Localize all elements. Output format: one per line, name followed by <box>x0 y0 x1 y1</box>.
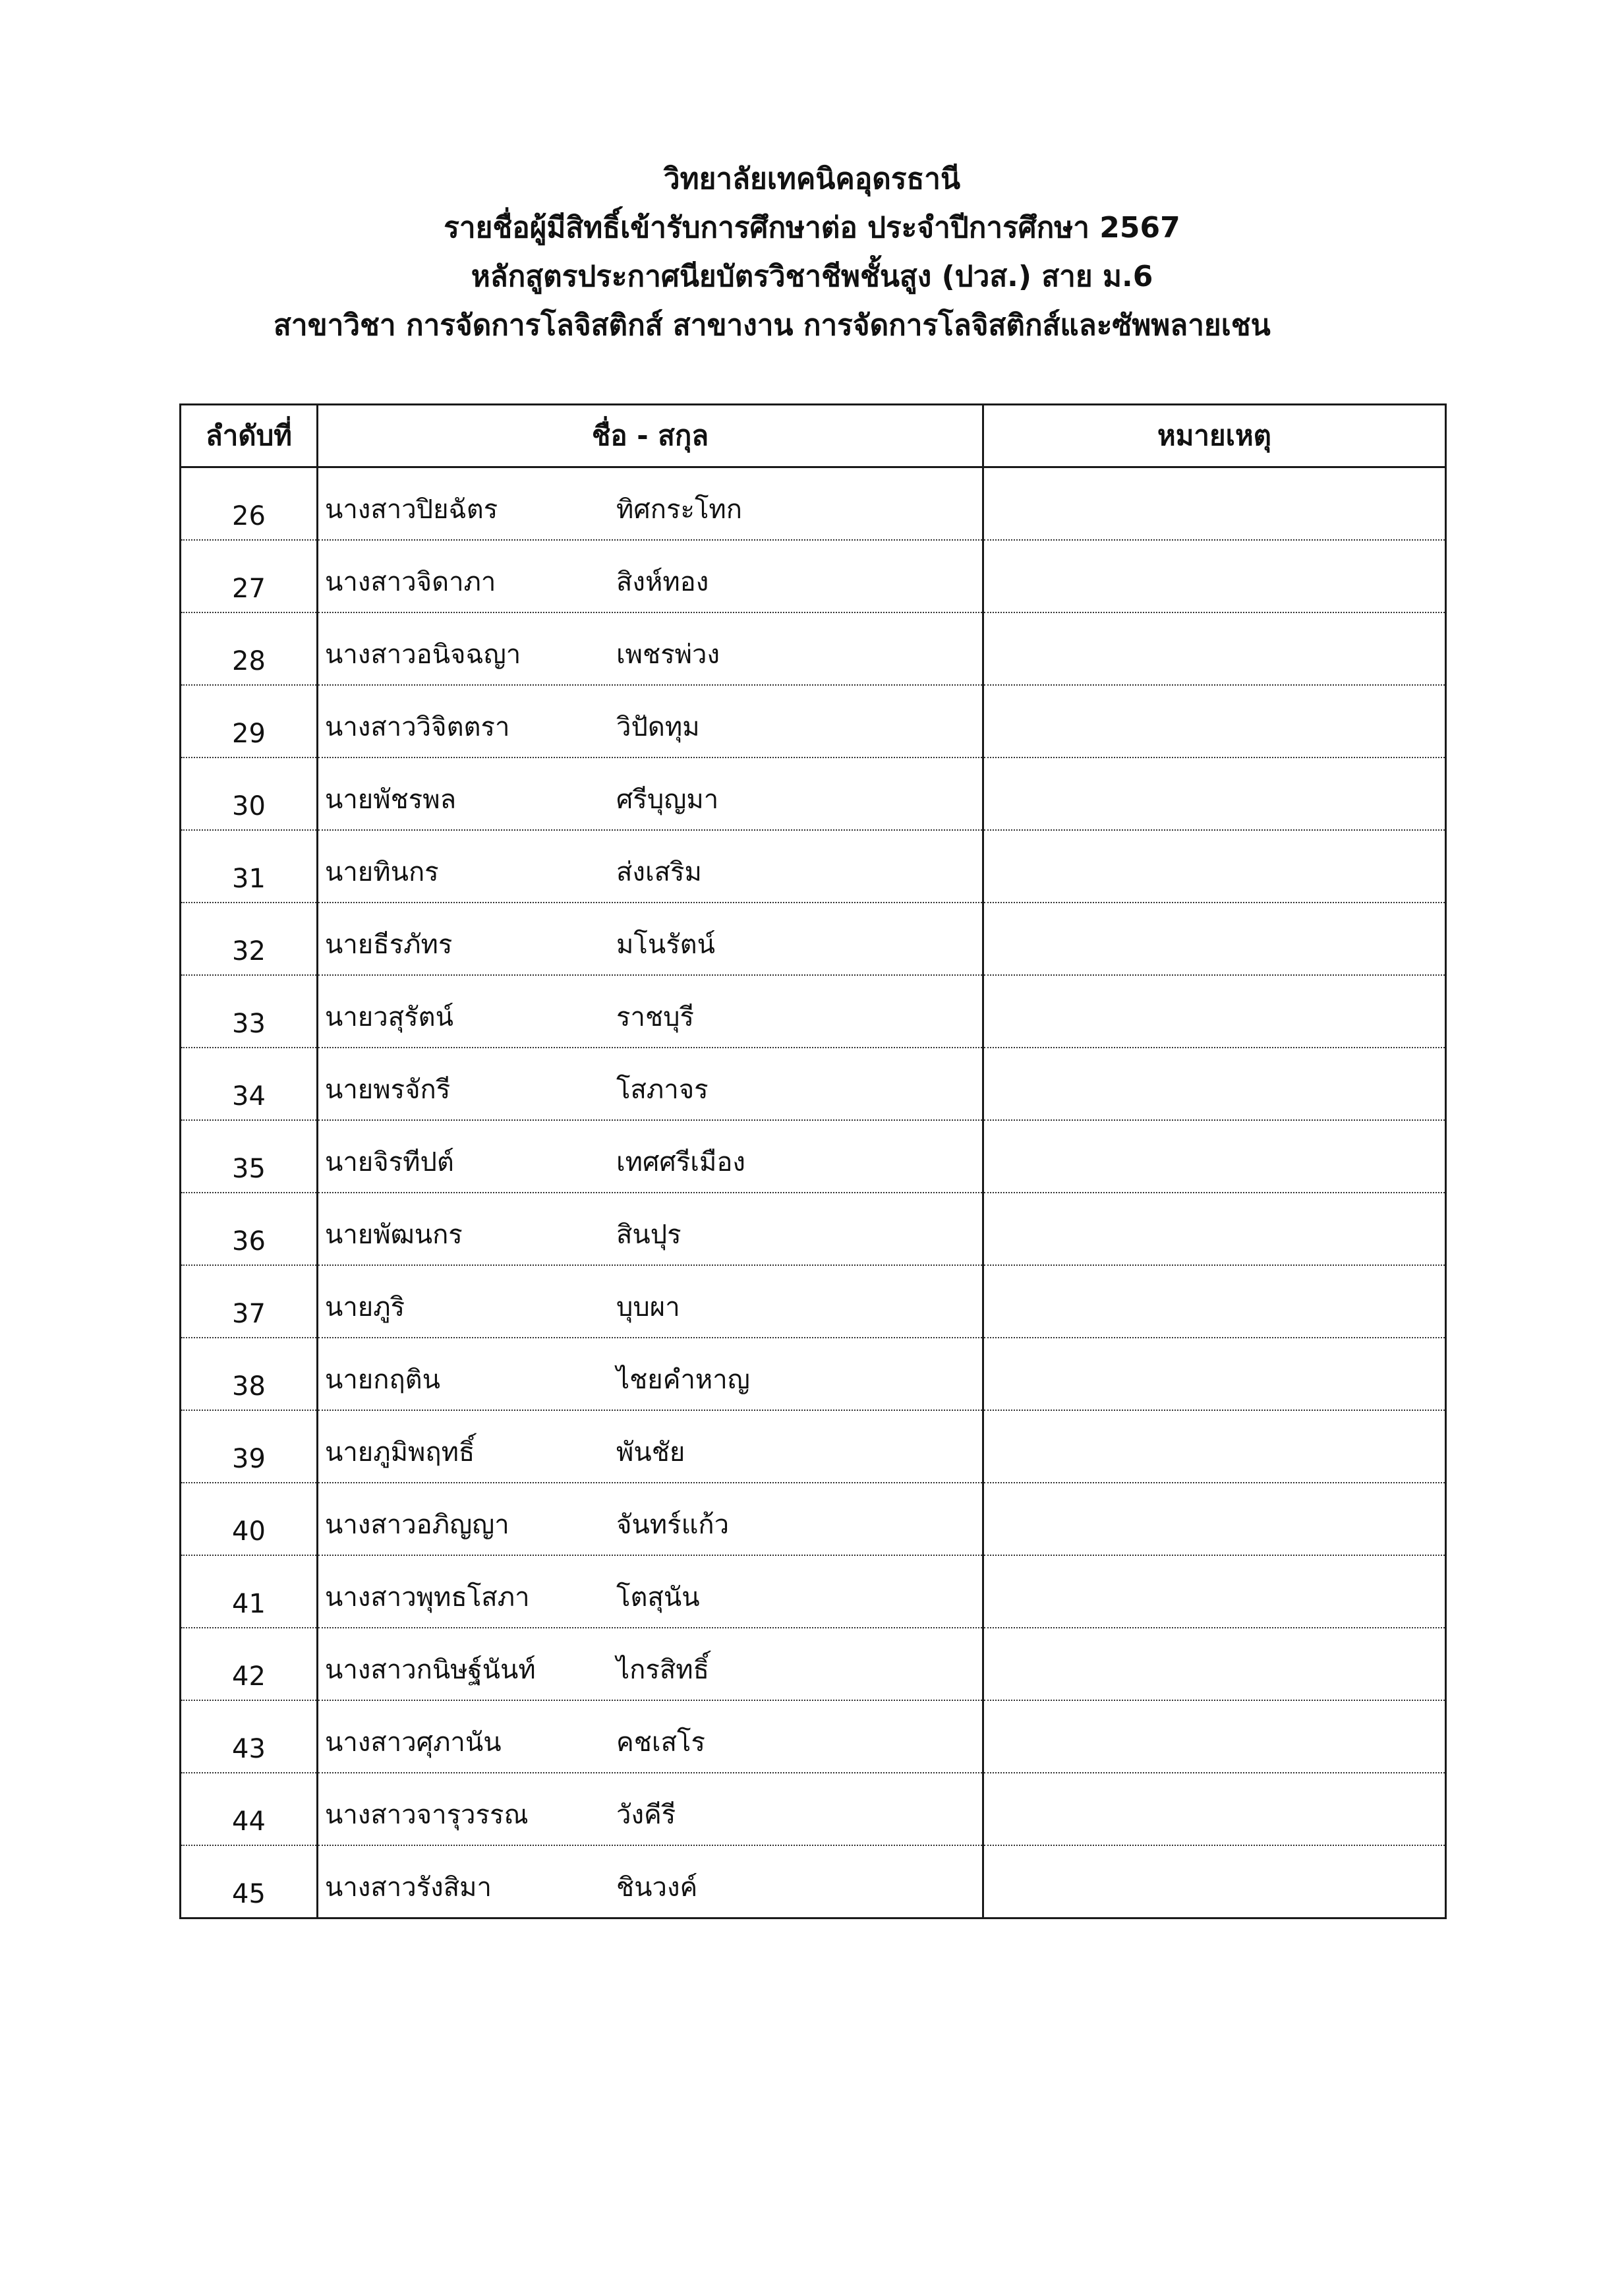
table-body <box>181 467 1446 1918</box>
table-header-row <box>181 405 1446 467</box>
row-number: 34 <box>181 1048 318 1120</box>
row-number: 38 <box>181 1338 318 1410</box>
row-full-name <box>318 1120 983 1193</box>
row-note <box>983 903 1446 975</box>
row-full-name <box>318 1048 983 1120</box>
first-name: นางสาวอนิจฉญา <box>325 639 521 670</box>
row-full-name <box>318 1193 983 1265</box>
row-number: 30 <box>181 758 318 830</box>
row-note <box>983 830 1446 903</box>
last-name: โสภาจร <box>616 1075 709 1105</box>
first-name: นางสาวกนิษฐ์นันท์ <box>325 1655 536 1685</box>
row-full-name <box>318 1265 983 1338</box>
last-name: สิงห์ทอง <box>616 567 709 597</box>
table-row <box>181 1338 1446 1410</box>
row-full-name <box>318 1845 983 1918</box>
first-name: นางสาวจิดาภา <box>325 567 496 597</box>
row-note <box>983 1700 1446 1773</box>
row-number: 29 <box>181 685 318 758</box>
column-header-note: หมายเหตุ <box>983 405 1446 467</box>
first-name: นางสาวจารุวรรณ <box>325 1800 529 1830</box>
first-name: นางสาวพุทธโสภา <box>325 1582 530 1613</box>
first-name: นายวสุรัตน์ <box>325 1002 453 1032</box>
last-name: ศรีบุญมา <box>616 785 719 815</box>
row-full-name <box>318 467 983 541</box>
table-row <box>181 612 1446 685</box>
first-name: นางสาววิจิตตรา <box>325 712 510 742</box>
last-name: ชินวงค์ <box>616 1872 698 1903</box>
last-name: ไชยคำหาญ <box>616 1365 750 1395</box>
row-note <box>983 467 1446 541</box>
table-row <box>181 685 1446 758</box>
row-number: 41 <box>181 1555 318 1628</box>
program-title: หลักสูตรประกาศนียบัตรวิชาชีพชั้นสูง (ปวส.) สาย ม.6 <box>471 260 1153 293</box>
row-number: 31 <box>181 830 318 903</box>
row-full-name <box>318 758 983 830</box>
row-full-name <box>318 540 983 612</box>
column-header-number: ลำดับที่ <box>181 405 318 467</box>
first-name: นางสาวรังสิมา <box>325 1872 492 1903</box>
row-number: 27 <box>181 540 318 612</box>
row-note <box>983 1628 1446 1700</box>
first-name: นายภูมิพฤทธิ์ <box>325 1437 475 1468</box>
last-name: เพชรพ่วง <box>616 639 720 670</box>
table-row <box>181 1483 1446 1555</box>
table-row <box>181 975 1446 1048</box>
row-number: 45 <box>181 1845 318 1918</box>
row-note <box>983 612 1446 685</box>
first-name: นายพัชรพล <box>325 785 457 815</box>
row-full-name <box>318 830 983 903</box>
first-name: นายทินกร <box>325 857 439 887</box>
row-number: 26 <box>181 467 318 541</box>
row-full-name <box>318 1628 983 1700</box>
first-name: นางสาวศุภานัน <box>325 1727 502 1758</box>
table-row <box>181 1265 1446 1338</box>
row-full-name <box>318 1410 983 1483</box>
row-note <box>983 540 1446 612</box>
row-note <box>983 975 1446 1048</box>
last-name: ไกรสิทธิ์ <box>616 1655 710 1685</box>
row-number: 28 <box>181 612 318 685</box>
table-row <box>181 540 1446 612</box>
first-name: นายพัฒนกร <box>325 1220 463 1250</box>
table-row <box>181 830 1446 903</box>
document-header <box>0 155 1624 350</box>
row-note <box>983 1773 1446 1845</box>
last-name: บุบผา <box>616 1292 680 1323</box>
subject-title: สาขาวิชา การจัดการโลจิสติกส์ สาขางาน การจัดการโลจิสติกส์และซัพพลายเชน <box>274 309 1271 342</box>
table-row <box>181 1845 1446 1918</box>
row-number: 39 <box>181 1410 318 1483</box>
table-row <box>181 903 1446 975</box>
document-title: รายชื่อผู้มีสิทธิ์เข้ารับการศึกษาต่อ ประจำปีการศึกษา 2567 <box>444 211 1180 245</box>
table-row <box>181 1628 1446 1700</box>
row-full-name <box>318 1773 983 1845</box>
row-full-name <box>318 1700 983 1773</box>
last-name: มโนรัตน์ <box>616 930 715 960</box>
row-note <box>983 685 1446 758</box>
table-row <box>181 1700 1446 1773</box>
table-row <box>181 1120 1446 1193</box>
first-name: นางสาวอภิญญา <box>325 1510 509 1540</box>
column-header-name: ชื่อ - สกุล <box>318 405 983 467</box>
row-number: 40 <box>181 1483 318 1555</box>
row-full-name <box>318 1483 983 1555</box>
first-name: นายภูริ <box>325 1292 405 1323</box>
row-full-name <box>318 612 983 685</box>
last-name: ราชบุรี <box>616 1002 694 1032</box>
row-full-name <box>318 1555 983 1628</box>
last-name: โตสุนัน <box>616 1582 700 1613</box>
row-number: 43 <box>181 1700 318 1773</box>
row-note <box>983 1555 1446 1628</box>
last-name: จันทร์แก้ว <box>616 1510 730 1540</box>
first-name: นายกฤติน <box>325 1365 440 1395</box>
row-number: 35 <box>181 1120 318 1193</box>
table-row <box>181 1410 1446 1483</box>
last-name: วังคีรี <box>616 1800 676 1830</box>
last-name: ส่งเสริม <box>616 857 702 887</box>
last-name: คชเสโร <box>616 1727 705 1758</box>
table-row <box>181 1193 1446 1265</box>
row-full-name <box>318 975 983 1048</box>
row-note <box>983 1193 1446 1265</box>
first-name: นายธีรภัทร <box>325 930 453 960</box>
row-number: 37 <box>181 1265 318 1338</box>
row-note <box>983 758 1446 830</box>
table-row <box>181 758 1446 830</box>
last-name: สินปุร <box>616 1220 682 1250</box>
row-number: 36 <box>181 1193 318 1265</box>
row-number: 44 <box>181 1773 318 1845</box>
row-note <box>983 1120 1446 1193</box>
row-number: 33 <box>181 975 318 1048</box>
row-note <box>983 1845 1446 1918</box>
table-row <box>181 1048 1446 1120</box>
row-number: 32 <box>181 903 318 975</box>
row-note <box>983 1338 1446 1410</box>
first-name: นางสาวปิยฉัตร <box>325 494 498 525</box>
last-name: ทิศกระโทก <box>616 494 743 525</box>
row-full-name <box>318 1338 983 1410</box>
student-list-table <box>179 403 1447 1919</box>
first-name: นายพรจักรี <box>325 1075 451 1105</box>
college-name: วิทยาลัยเทคนิคอุดรธานี <box>663 162 961 196</box>
first-name: นายจิรทีปต์ <box>325 1147 454 1177</box>
last-name: เทศศรีเมือง <box>616 1147 745 1177</box>
row-full-name <box>318 685 983 758</box>
row-number: 42 <box>181 1628 318 1700</box>
last-name: วิปัดทุม <box>616 712 700 742</box>
row-note <box>983 1265 1446 1338</box>
row-note <box>983 1410 1446 1483</box>
row-note <box>983 1048 1446 1120</box>
table-row <box>181 1773 1446 1845</box>
row-note <box>983 1483 1446 1555</box>
table-row <box>181 1555 1446 1628</box>
last-name: พันชัย <box>616 1437 685 1468</box>
table-row <box>181 467 1446 541</box>
row-full-name <box>318 903 983 975</box>
